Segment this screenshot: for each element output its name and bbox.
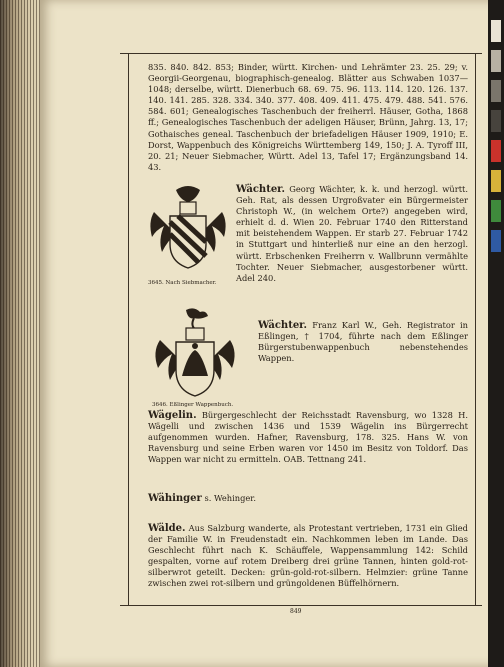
entry-headword: Wächter.: [236, 184, 286, 195]
entry-waegelin: [148, 410, 468, 465]
calibration-chip: [491, 200, 501, 222]
calibration-chip: [491, 230, 501, 252]
entry-text: Bürgergeschlecht der Reichsstadt Ravensburg, wo 1328 H. Wägelli und zwischen 1436 und 1539 Wägelin ins Bürgerrecht aufgenommen wurden. Hafner, Ravensburg, 178. 325. Hans W. von Ravensburg und seine Erben waren vor 1450 im Besitz von Toldorf. Das Wappen war nicht zu ermitteln. OAB. Tettnang 241.: [148, 410, 468, 465]
figure-caption-3646: 3646. Eßlinger Wappenbuch.: [152, 402, 234, 408]
entry-text: 835. 840. 842. 853; Binder, württ. Kirchen- und Lehrämter 23. 25. 29; v. Georgii-Georgenau, biographisch-genealog. Blätter aus Schwaben 1037—1048; derselbe, württ. Dienerbuch 68. 69. 75. 96. 113. 114. 120. 126. 137. 140. 141. 285. 328. 334. 340. 377. 408. 409. 411. 475. 479. 488. 541. 576. 584. 601; Genealogisches Taschenbuch der freiherrl. Häuser, Gotha, 1868 ff.; Genealogisches Taschenbuch der adeligen Häuser, Brünn, Jahrg. 13, 17; Gothaisches geneal. Taschenbuch der briefadeligen Häuser 1909, 1910; E. Dorst, Wappenbuch des Königreichs Württemberg 149, 150; J. A. Tyroff III, 20. 21; Neuer Siebmacher, Württ. Adel 13, Tafel 17; Ergänzungsband 14. 43.: [148, 62, 468, 172]
calibration-chip: [491, 170, 501, 192]
entry-headword: Wägelin.: [148, 410, 197, 421]
frame-bottom-rule: [120, 605, 482, 606]
calibration-chip: [491, 80, 501, 102]
book-page-edges: [0, 0, 40, 667]
entry-waelde: [148, 523, 468, 590]
entry-waechter-franz: [258, 320, 468, 364]
color-calibration-strip: [488, 0, 504, 667]
page-number: 849: [290, 608, 302, 615]
entry-headword: Wähinger: [148, 493, 202, 504]
calibration-chip: [491, 140, 501, 162]
calibration-chip: [491, 50, 501, 72]
coat-of-arms-3645: [146, 182, 230, 272]
calibration-chip: [491, 20, 501, 42]
coat-of-arms-3646: [150, 306, 240, 398]
entry-text: Aus Salzburg wanderte, als Protestant vertrieben, 1731 ein Glied der Familie W. in Freudenstadt ein. Nachkommen leben im Lande. Das Geschlecht führt nach K. Schäuffele, Wappensammlung 142: Schild gespalten, vorne auf rotem Dreiberg drei grüne Tannen, hinten gold-rot-silberwrot geteilt. Decken: grün-gold-rot-silbern. Helmzier: grüne Tanne zwischen zwei rot-silbern und grüngoldenen Büffelhörnern.: [148, 523, 468, 589]
entry-waechter-georg: [236, 184, 468, 284]
entry-text: Georg Wächter, k. k. und herzogl. württ. Geh. Rat, als dessen Urgroßvater ein Bürgermeister Christoph W., (in welchem Orte?) angegeben wird, erhielt d. d. Wien 20. Februar 1740 den Ritterstand mit beistehendem Wappen. Er starb 27. Februar 1742 in Stuttgart und hinterließ nur eine an den herzogl. württ. Erbschenken Freiherrn v. Wallbrunn vermählte Tochter. Neuer Siebmacher, ausgestorbener württ. Adel 240.: [236, 184, 469, 283]
figure-caption-3645: 3645. Nach Siebmacher.: [148, 280, 217, 286]
entry-text: Franz Karl W., Geh. Registrator in Eßlingen, † 1704, führte nach dem Eßlinger Bürgerstubenwappenbuch nebenstehendes Wappen.: [258, 320, 469, 364]
entry-headword: Wälde.: [148, 523, 186, 534]
entry-text: s. Wehinger.: [204, 493, 257, 503]
entry-continued: [148, 62, 468, 173]
entry-headword: Wächter.: [258, 320, 308, 331]
entry-waehinger: [148, 493, 468, 504]
calibration-chip: [491, 110, 501, 132]
